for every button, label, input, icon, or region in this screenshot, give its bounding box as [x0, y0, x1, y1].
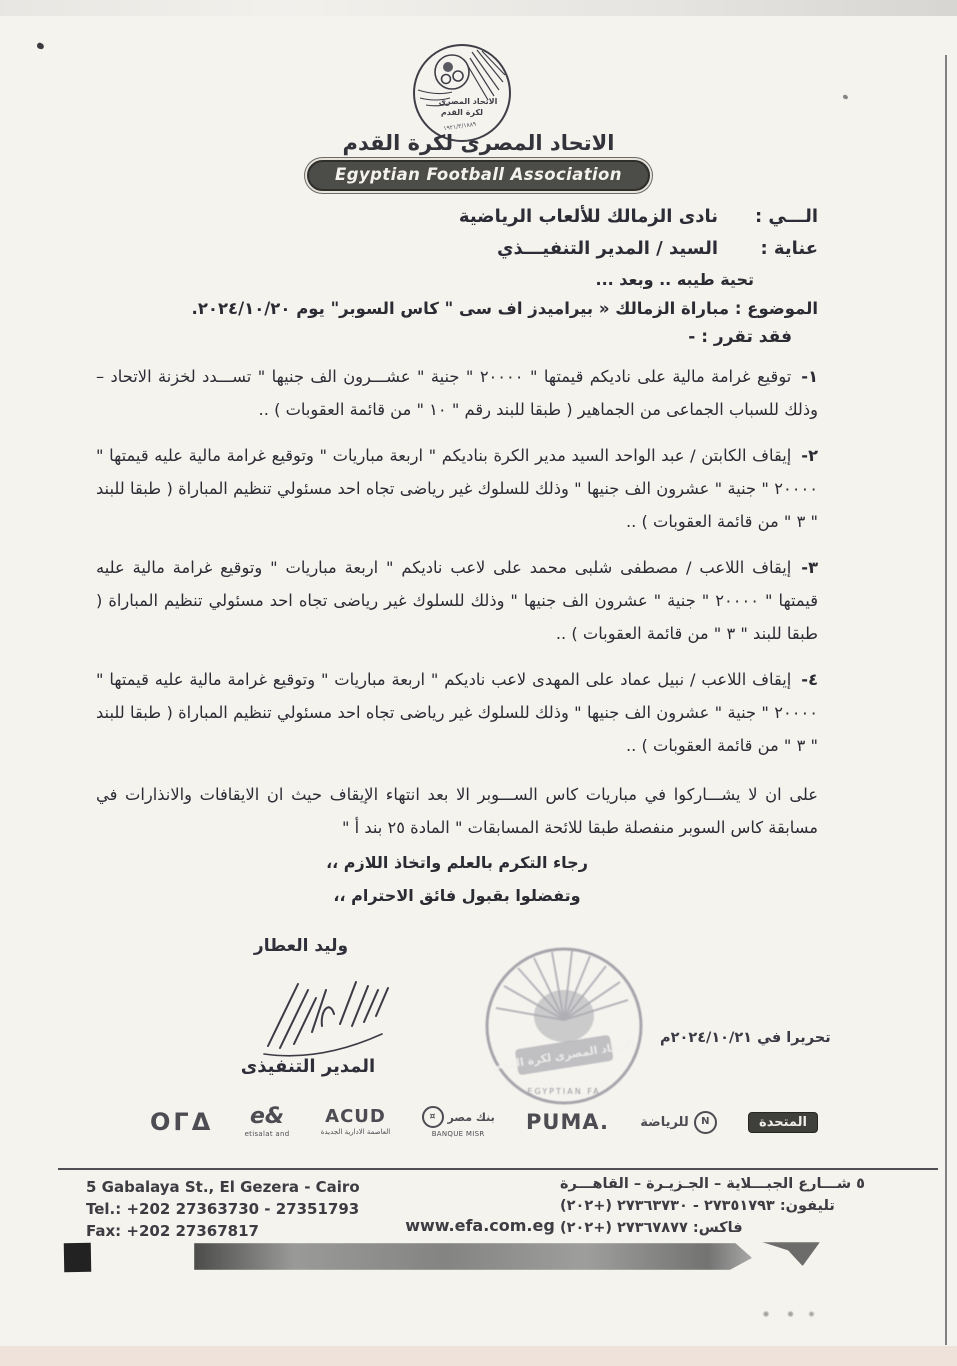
footer-address-arabic: [560, 1174, 938, 1239]
attention-value: السيد / المدير التنفيـــذي: [497, 238, 718, 259]
decision-intro: فقد تقرر : -: [688, 327, 792, 347]
acud-logo-subtext: العاصمة الادارية الجديدة: [320, 1128, 391, 1136]
scan-speck: [36, 42, 45, 50]
footer-divider: [58, 1168, 938, 1170]
english-banner-wrap: [0, 160, 957, 191]
scan-smudge-square: [64, 1243, 92, 1272]
letter-body: [96, 206, 818, 910]
attention-label: عناية :: [760, 238, 818, 259]
signature-icon: [258, 968, 398, 1060]
decision-item-2: [96, 439, 818, 538]
association-english-banner: Egyptian Football Association: [307, 160, 650, 191]
decision-number: ٢-: [801, 446, 818, 465]
decision-number: ٤-: [801, 670, 818, 689]
sponsor-etisalat-logo: [245, 1106, 290, 1138]
to-line: [96, 206, 818, 227]
on-sport-emblem-icon: N: [694, 1111, 717, 1134]
etisalat-logo-text: e&: [249, 1104, 285, 1129]
footer-tel-en: Tel.: +202 27363730 - 27351793: [86, 1199, 360, 1218]
decision-item-4: [96, 663, 818, 762]
greeting-line: تحية طيبه .. وبعد ...: [595, 270, 754, 289]
footer-fax-en: Fax: +202 27367817: [86, 1221, 259, 1240]
footer-street-ar: ٥ شـــارع الجبـــلاية – الجـزيـرة – القاهـــرة: [560, 1176, 865, 1192]
scan-smudge-triangle: [762, 1242, 820, 1266]
decision-text: توقيع غرامة مالية على ناديكم قيمتها " ٢٠٠٠٠ " جنية " عشـــرون الف جنيها " تســـدد لخزنة الاتحاد – وذلك للسباب الجماعى من الجماهير ( طبقا للبند رقم " ١٠ " من قائمة العقوبات ) ..: [96, 367, 818, 419]
acud-logo-text: ACUD: [325, 1106, 386, 1127]
decision-text: إيقاف اللاعب / مصطفى شلبى محمد على لاعب ناديكم " اربعة مباريات " وتوقيع غرامة مالية عليه قيمتها " ٢٠٠٠٠ " جنية " عشرون الف جنيها " وذلك للسلوك غير رياضى تجاه احد مسئولي تنظيم المباراة ( طبقا للبند " ٣ " من قائمة العقوبات ) ..: [96, 558, 818, 643]
scan-smudge-bar: [194, 1243, 752, 1270]
banque-misr-logo-text: بنك مصر: [447, 1110, 495, 1124]
footer-fax-ar: فاكس: ٢٧٣٦٧٨٧٧ (+٢٠٢): [560, 1219, 743, 1236]
signer-title: المدير التنفيذى: [240, 1056, 376, 1077]
scan-smudge-dots: [752, 1310, 822, 1318]
banque-misr-emblem-icon: ¤: [422, 1106, 444, 1128]
page-bottom-strip: [0, 1346, 957, 1366]
decision-item-1: [96, 360, 818, 426]
decision-text: إيقاف اللاعب / نبيل عماد على المهدى لاعب ناديكم " اربعة مباريات " وتوقيع غرامة مالية عليه قيمتها " ٢٠٠٠٠ " جنية " عشرون الف جنيها " وذلك للسلوك غير رياضى تجاه احد مسئولي تنظيم المباراة ( طبقا للبند " ٣ " من قائمة العقوبات ) ..: [96, 670, 818, 755]
decision-number: ٣-: [801, 558, 818, 577]
closing-salutation: وتفضلوا بقبول فائق الاحترام ،،: [333, 886, 581, 905]
scan-speck: [842, 94, 848, 99]
ofa-logo-text: OΓΔ: [150, 1108, 214, 1136]
puma-logo-text: PUMA.: [526, 1109, 609, 1134]
stamp-icon: [478, 942, 650, 1118]
sponsor-united-media-logo: [748, 1112, 818, 1133]
banque-misr-logo-subtext: BANQUE MISR: [431, 1130, 485, 1138]
decision-number: ١-: [801, 367, 818, 386]
svg-text:EGYPTIAN FA: EGYPTIAN FA: [527, 1087, 601, 1096]
closing-paragraph: على ان لا يشـــاركوا في مباريات كاس الســـوبر الا بعد انتهاء الإيقاف حيث ان الايقافات والانذارات في مسابقة كاس السوبر منفصلة طبقا للائحة المسابقات " المادة ٢٥ بند أ ": [96, 785, 818, 837]
svg-text:لكرة القدم: لكرة القدم: [440, 108, 484, 117]
footer-website: www.efa.com.eg: [405, 1216, 555, 1235]
sponsor-banque-misr-logo: [422, 1106, 495, 1138]
sponsor-ofa-logo: [150, 1110, 213, 1134]
date-note: تحريرا في ٢٠٢٤/١٠/٢١م: [660, 1030, 831, 1046]
scan-noise-band: [0, 0, 957, 16]
scan-edge-line: [945, 55, 947, 1345]
to-label: الـــي :: [754, 206, 818, 227]
svg-text:١٩٢١/٣/١٨٨٩: ١٩٢١/٣/١٨٨٩: [442, 120, 477, 133]
footer-tel-ar: تليفون: ٢٧٣٥١٧٩٣ - ٢٧٣٦٣٧٣٠ (+٢٠٢): [560, 1197, 835, 1214]
sponsor-on-sport-logo: [640, 1111, 716, 1134]
sponsor-puma-logo: [526, 1109, 609, 1134]
handwritten-signature: [258, 968, 398, 1064]
united-media-logo-text: المتحدة: [748, 1112, 818, 1133]
sponsor-acud-logo: [321, 1108, 390, 1136]
decision-text: إيقاف الكابتن / عبد الواحد السيد مدير الكرة بناديكم " اربعة مباريات " وتوقيع غرامة مالية عليه قيمتها " ٢٠٠٠٠ " جنية " عشرون الف جنيها " وذلك للسلوك غير رياضى تجاه احد مسئولي تنظيم المباراة ( طبقا للبند " ٣ " من قائمة العقوبات ) ..: [96, 446, 818, 531]
svg-text:الاتحاد المصرى لكرة القدم: الاتحاد المصرى لكرة القدم: [492, 1037, 636, 1074]
footer-street-en: 5 Gabalaya St., El Gezera - Cairo: [86, 1178, 360, 1196]
decision-item-3: [96, 551, 818, 650]
attention-line: [96, 238, 818, 259]
closing-request: رجاء التكرم بالعلم واتخاذ اللازم ،،: [326, 853, 588, 872]
signer-name: وليد العطار: [253, 936, 349, 956]
efa-round-stamp: [478, 942, 650, 1122]
etisalat-logo-subtext: etisalat and: [244, 1130, 290, 1138]
subject-line: الموضوع : مباراة الزمالك « بيراميدز اف سى " كاس السوبر" يوم ٢٠٢٤/١٠/٢٠.: [191, 299, 818, 318]
footer-address-english: [86, 1177, 360, 1242]
svg-text:الاتحاد المصرى: الاتحاد المصرى: [438, 97, 498, 106]
to-value: نادى الزمالك للألعاب الرياضية: [458, 206, 718, 227]
sponsors-row: [150, 1106, 818, 1138]
association-arabic-title: الاتحاد المصرى لكرة القدم: [342, 131, 615, 155]
on-sport-logo-text: للرياضة: [640, 1114, 689, 1130]
